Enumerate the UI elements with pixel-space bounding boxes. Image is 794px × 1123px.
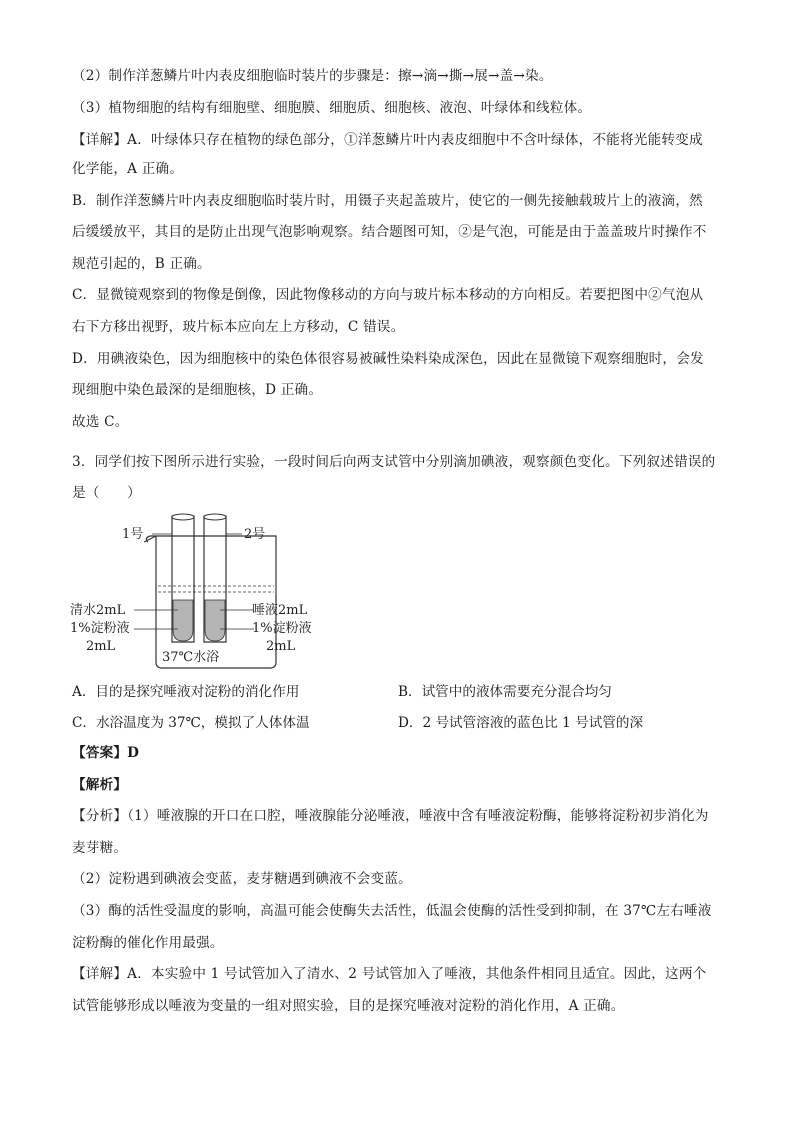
text-line: 后缓缓放平，其目的是防止出现气泡影响观察。结合题图可知，②是气泡，可能是由于盖盖玻片时操作不: [72, 224, 707, 240]
option-b: B．试管中的液体需要充分混合均匀: [398, 684, 612, 700]
question-stem: 是（ ）: [72, 485, 141, 501]
tube-2-content-label: 2mL: [266, 639, 296, 654]
text-line: 右下方移出视野，玻片标本应向左上方移动，C 错误。: [72, 319, 405, 335]
text-line: 【详解】A．叶绿体只存在植物的绿色部分，①洋葱鳞片叶内表皮细胞中不含叶绿体，不能将光能转变成: [72, 132, 703, 148]
tube-1-label: 1号: [122, 527, 144, 542]
beaker-lip: [144, 536, 156, 542]
tube-1-content-label: 清水2mL: [70, 603, 126, 618]
text-line: 化学能，A 正确。: [72, 161, 184, 177]
text-line: D．用碘液染色，因为细胞核中的染色体很容易被碱性染料染成深色，因此在显微镜下观察细胞时，会发: [72, 351, 704, 367]
text-line: 麦芽糖。: [72, 840, 128, 856]
water-bath-label: 37℃水浴: [162, 650, 220, 665]
tube-2-label: 2号: [244, 527, 266, 542]
tube-2-content-label: 1%淀粉液: [252, 621, 312, 636]
text-line: 【详解】A．本实验中 1 号试管加入了清水、2 号试管加入了唾液，其他条件相同且适宜。因此，这两个: [72, 966, 707, 982]
text-line: 淀粉酶的催化作用最强。: [72, 935, 224, 951]
test-tube-2-mouth: [204, 514, 226, 520]
option-c: C．水浴温度为 37℃，模拟了人体体温: [72, 715, 310, 731]
experiment-figure: [66, 512, 336, 672]
test-tube-1-mouth: [172, 514, 194, 520]
text-line: 试管能够形成以唾液为变量的一组对照实验，目的是探究唾液对淀粉的消化作用，A 正确。: [72, 998, 625, 1014]
text-line: 故选 C。: [72, 414, 129, 430]
text-line: （3）酶的活性受温度的影响，高温可能会使酶失去活性，低温会使酶的活性受到抑制，在 37℃左右唾液: [72, 903, 712, 919]
text-line: （2）淀粉遇到碘液会变蓝，麦芽糖遇到碘液不会变蓝。: [72, 871, 412, 887]
tube-1-content-label: 2mL: [86, 639, 116, 654]
text-line: C．显微镜观察到的物像是倒像，因此物像移动的方向与玻片标本移动的方向相反。若要把图中②气泡从: [72, 287, 704, 303]
question-stem: 3．同学们按下图所示进行实验，一段时间后向两支试管中分别滴加碘液，观察颜色变化。下列叙述错误的: [72, 454, 716, 470]
text-line: 现细胞中染色最深的是细胞核，D 正确。: [72, 382, 323, 398]
text-line: 规范引起的，B 正确。: [72, 256, 211, 272]
tube-2-liquid: [205, 600, 225, 641]
option-a: A．目的是探究唾液对淀粉的消化作用: [72, 684, 300, 700]
tube-1-content-label: 1%淀粉液: [70, 621, 130, 636]
text-line: B．制作洋葱鳞片叶内表皮细胞临时装片时，用镊子夹起盖玻片，使它的一侧先接触载玻片上的液滴，然: [72, 193, 703, 209]
tube-1-liquid: [173, 600, 193, 641]
option-d: D．2 号试管溶液的蓝色比 1 号试管的深: [398, 715, 644, 731]
answer-line: 【答案】D: [72, 745, 140, 761]
tube-2-content-label: 唾液2mL: [252, 603, 308, 618]
text-line: （2）制作洋葱鳞片叶内表皮细胞临时装片的步骤是：擦→滴→撕→展→盖→染。: [72, 68, 553, 84]
text-line: 【分析】（1）唾液腺的开口在口腔，唾液腺能分泌唾液，唾液中含有唾液淀粉酶，能够将淀粉初步消化为: [72, 808, 709, 824]
text-line: （3）植物细胞的结构有细胞壁、细胞膜、细胞质、细胞核、液泡、叶绿体和线粒体。: [72, 100, 592, 116]
analysis-title: 【解析】: [72, 777, 128, 793]
